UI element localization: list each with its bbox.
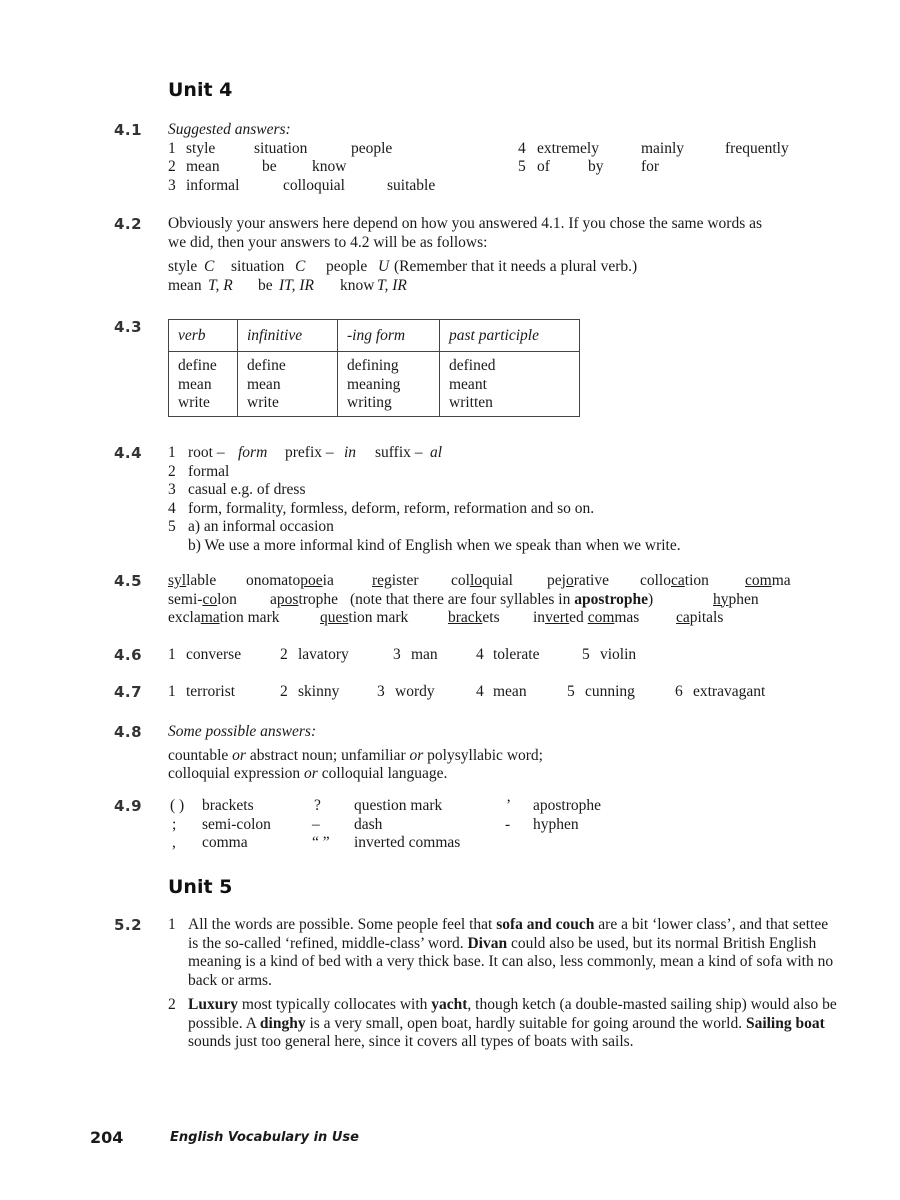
cell-text: define: [178, 357, 217, 374]
section-4-4: [168, 444, 838, 555]
answer-row: [168, 646, 838, 665]
list-item: [168, 916, 838, 990]
cell-text: write: [247, 394, 279, 411]
answer-word: style: [186, 139, 216, 157]
answer-word: situation: [254, 139, 308, 157]
note-bold: apostrophe: [574, 590, 649, 608]
word-rest: lable: [186, 572, 217, 589]
answer-word: by: [588, 158, 604, 175]
word-part: tion mark: [219, 609, 280, 626]
punctuation-symbol: ?: [314, 797, 321, 814]
word-rest: ma: [771, 572, 791, 589]
unit-4-title: Unit 4: [168, 79, 233, 101]
section-number-4-2: 4.2: [114, 215, 143, 233]
paragraph: [188, 996, 838, 1052]
paragraph-line: we did, then your answers to 4.2 will be as follows:: [168, 233, 488, 251]
or-word: or: [409, 746, 424, 764]
answer-row: [168, 140, 838, 159]
item-number: 3: [393, 646, 401, 663]
word-part: pe: [547, 572, 562, 589]
item-number: 2: [280, 646, 288, 663]
stressed-syllable: ma: [200, 609, 220, 626]
table-cell: [169, 352, 238, 417]
item-number: 4: [476, 646, 484, 663]
stress-word: [168, 572, 216, 591]
word-part: excla: [168, 609, 201, 626]
item-number: 4: [168, 499, 176, 517]
word-part: ed: [569, 609, 584, 626]
list-item: [168, 444, 838, 463]
word-part: lon: [217, 590, 237, 608]
answer-word: know: [312, 158, 347, 175]
answer-word: mainly: [641, 139, 685, 157]
answer-word: skinny: [298, 683, 340, 700]
cell-text: writing: [347, 394, 392, 411]
punctuation-row: [168, 834, 838, 853]
stressed-syllable: ca: [676, 609, 690, 626]
stressed-syllable: co: [202, 590, 218, 608]
table-cell: [440, 352, 580, 417]
answer-line: [168, 277, 838, 296]
answer-text: formal: [188, 462, 230, 480]
stress-word: [448, 609, 500, 628]
bold-term: Luxury: [188, 996, 238, 1013]
punctuation-symbol: ,: [172, 834, 176, 851]
word-rest: ets: [482, 609, 500, 626]
text-part: All the words are possible. Some people feel that: [188, 916, 493, 933]
verb-forms-table: [168, 319, 580, 417]
punctuation-symbol: ( ): [170, 797, 185, 814]
stress-word: [713, 591, 759, 610]
stressed-syllable: lo: [469, 572, 482, 589]
stressed-syllable: ca: [671, 572, 685, 589]
text-part: sounds just too general here, since it covers all types of boats with sails.: [188, 1033, 634, 1050]
answer-word: terrorist: [186, 683, 236, 700]
text-part: could also be used, but its normal British English meaning is a kind of bed with a very thick base. It can also, less commonly, mean a kind of sofa with no back or arms.: [188, 934, 834, 989]
word-part: a: [270, 590, 277, 608]
stressed-syllable: reg: [372, 572, 392, 589]
text-part: are a bit ‘lower class’, and that settee is the so-called ‘refined, middle-class’ word.: [188, 916, 829, 952]
answer-word: mean: [168, 276, 202, 294]
stress-word: [547, 572, 609, 591]
answer-row: [168, 683, 838, 702]
section-number-4-3: 4.3: [114, 318, 143, 336]
item-number: 5: [518, 158, 526, 175]
item-number: 3: [168, 481, 176, 498]
text-part: polysyllabic word;: [427, 746, 543, 764]
answer-text: b) We use a more informal kind of English when we speak than when we write.: [188, 536, 681, 554]
cell-text: defining: [347, 357, 399, 374]
answer-word: for: [641, 158, 660, 175]
answer-word: tolerate: [493, 646, 540, 663]
punctuation-symbol: ’: [506, 797, 512, 814]
word-part: ia: [322, 572, 334, 589]
section-number-5-2: 5.2: [114, 916, 143, 934]
stressed-syllable: brack: [448, 609, 483, 626]
section-4-1: [168, 121, 838, 195]
item-number: 1: [168, 646, 176, 663]
answer-text: [168, 765, 447, 784]
section-number-4-5: 4.5: [114, 572, 143, 590]
punctuation-row: [168, 797, 838, 816]
note: (Remember that it needs a plural verb.): [394, 258, 638, 275]
word-part: collo: [640, 572, 671, 589]
section-number-4-1: 4.1: [114, 121, 143, 139]
stressed-syllable: vert: [545, 609, 570, 626]
bold-term: couch: [555, 916, 595, 933]
answer-word: mean: [186, 158, 220, 175]
or-word: or: [304, 765, 318, 782]
item-number: 1: [168, 444, 176, 461]
item-number: 4: [476, 683, 484, 700]
punctuation-symbol: “ ”: [312, 834, 330, 851]
answer-word: lavatory: [298, 646, 349, 663]
stress-word: [168, 591, 237, 610]
item-number: 2: [168, 996, 176, 1013]
text-part: is a very small, open boat, hardly suitable for going around the world.: [309, 1014, 743, 1032]
punctuation-row: [168, 816, 838, 835]
list-item: [168, 996, 838, 1052]
stress-word: [246, 572, 334, 591]
section-4-7: [168, 683, 838, 702]
answer-word: in: [344, 444, 357, 461]
column-header: -ing form: [338, 320, 440, 352]
cell-text: define: [247, 357, 286, 374]
word-part: onomato: [246, 572, 301, 589]
note-text: ): [648, 590, 654, 608]
punctuation-name: hyphen: [533, 815, 579, 833]
answer-text: root –: [188, 444, 225, 461]
word-tag: U: [378, 258, 390, 275]
stress-word: [320, 609, 408, 628]
word-part: trophe: [298, 590, 339, 608]
word-part: rative: [573, 572, 609, 589]
stressed-syllable: ques: [320, 609, 349, 626]
bold-term: Sailing boat: [745, 1014, 825, 1032]
stressed-syllable: com: [587, 609, 615, 626]
stressed-syllable: syl: [168, 572, 187, 589]
stressed-syllable: pos: [276, 590, 299, 608]
item-number: 5: [582, 646, 590, 663]
item-number: 1: [168, 683, 176, 700]
cell-text: meant: [449, 375, 487, 393]
answer-text: [168, 747, 543, 766]
stress-word: [640, 572, 709, 591]
answer-line: [168, 258, 838, 277]
answer-word: be: [258, 276, 273, 294]
or-word: or: [232, 746, 246, 764]
section-heading: Suggested answers:: [168, 121, 291, 138]
answer-word: be: [262, 158, 277, 175]
answer-word: people: [326, 258, 368, 275]
column-header: infinitive: [238, 320, 338, 352]
stressed-syllable: com: [745, 572, 772, 589]
bold-term: dinghy: [259, 1014, 306, 1032]
column-header: verb: [169, 320, 238, 352]
item-number: 2: [280, 683, 288, 700]
section-number-4-9: 4.9: [114, 797, 143, 815]
word-tag: C: [204, 258, 215, 275]
item-number: 1: [168, 139, 176, 157]
answer-row: [168, 177, 838, 196]
answer-text: form, formality, formless, deform, reform, reformation and so on.: [188, 499, 595, 517]
punctuation-name: inverted commas: [354, 834, 461, 851]
section-number-4-8: 4.8: [114, 723, 143, 741]
text-part: , though ketch (a double-masted sailing ship) would also be possible. A: [188, 996, 837, 1032]
text-part: most typically collocates with: [241, 996, 428, 1013]
stress-row: [168, 591, 838, 610]
punctuation-name: brackets: [202, 797, 254, 814]
answer-word: suitable: [387, 176, 436, 194]
list-item: [168, 481, 838, 500]
stressed-syllable: hy: [713, 590, 729, 608]
item-number: 4: [518, 139, 526, 157]
answer-word: know: [340, 276, 375, 294]
punctuation-name: dash: [354, 815, 383, 833]
text-part: colloquial language.: [321, 765, 448, 782]
answer-word: informal: [186, 176, 240, 194]
page-number: 204: [90, 1128, 124, 1147]
paragraph-line: Obviously your answers here depend on how you answered 4.1. If you chose the same words as: [168, 215, 763, 232]
section-number-4-7: 4.7: [114, 683, 143, 701]
cell-text: defined: [449, 357, 496, 374]
list-item: [168, 463, 838, 482]
table-body-row: [169, 352, 580, 417]
answer-text: suffix –: [375, 444, 423, 461]
section-number-4-6: 4.6: [114, 646, 143, 664]
list-subitem: [168, 537, 838, 556]
bold-term: yacht: [431, 996, 468, 1013]
paragraph: [188, 916, 838, 990]
cell-text: write: [178, 394, 210, 411]
unit-5-title: Unit 5: [168, 876, 233, 898]
word-part: quial: [482, 572, 513, 589]
item-number: 2: [168, 158, 176, 175]
bold-term: and: [526, 916, 552, 933]
word-tag: T, R: [208, 276, 233, 294]
word-rest: phen: [728, 590, 759, 608]
item-number: 5: [168, 518, 176, 535]
answer-word: extravagant: [693, 683, 766, 700]
cell-text: written: [449, 394, 493, 411]
answer-text: casual e.g. of dress: [188, 481, 306, 498]
punctuation-name: apostrophe: [533, 797, 602, 814]
word-part: in: [533, 609, 546, 626]
section-4-6: [168, 646, 838, 665]
text-part: colloquial expression: [168, 765, 301, 782]
answer-word: style: [168, 258, 198, 275]
answer-row: [168, 158, 838, 177]
word-part: tion: [684, 572, 709, 589]
stress-row: [168, 572, 838, 591]
punctuation-name: comma: [202, 834, 248, 851]
answer-text: prefix –: [285, 444, 334, 461]
answer-word: colloquial: [283, 176, 345, 194]
stress-word: [168, 609, 279, 628]
answer-word: frequently: [725, 139, 789, 157]
answer-word: form: [238, 444, 268, 461]
answer-word: converse: [186, 646, 242, 663]
stress-word: [451, 572, 513, 591]
answer-word: violin: [600, 646, 637, 663]
list-item: [168, 500, 838, 519]
item-number: 2: [168, 462, 176, 480]
stressed-syllable: poe: [300, 572, 323, 589]
punctuation-symbol: -: [505, 815, 511, 833]
item-number: 3: [377, 683, 385, 700]
note: [350, 591, 653, 610]
answer-word: wordy: [395, 683, 435, 700]
answer-word: mean: [493, 683, 527, 700]
punctuation-symbol: ;: [172, 815, 177, 833]
answer-line: [168, 747, 838, 766]
text-part: countable: [168, 746, 229, 764]
word-tag: C: [295, 258, 306, 275]
section-number-4-4: 4.4: [114, 444, 143, 462]
item-number: 1: [168, 916, 176, 933]
answer-word: al: [430, 444, 443, 461]
section-4-8: [168, 723, 838, 784]
answer-word: of: [537, 158, 550, 175]
punctuation-name: question mark: [354, 797, 443, 814]
section-4-9: [168, 797, 838, 853]
book-title: English Vocabulary in Use: [170, 1130, 359, 1145]
answer-word: extremely: [537, 139, 599, 157]
section-heading: Some possible answers:: [168, 723, 317, 740]
text-part: abstract noun; unfamiliar: [249, 746, 406, 764]
stress-word: [372, 572, 418, 591]
word-rest: ister: [391, 572, 419, 589]
table-cell: [238, 352, 338, 417]
cell-text: meaning: [347, 375, 401, 393]
item-number: 6: [675, 683, 683, 700]
cell-text: mean: [247, 375, 281, 393]
column-header: past participle: [440, 320, 580, 352]
stress-word: [270, 591, 338, 610]
bold-term: sofa: [496, 916, 523, 933]
table-cell: [338, 352, 440, 417]
word-tag: T, IR: [377, 276, 407, 294]
note-text: (note that there are four syllables in: [350, 590, 571, 608]
item-number: 3: [168, 176, 176, 194]
stressed-syllable: jo: [561, 572, 574, 589]
word-rest: tion mark: [348, 609, 409, 626]
word-tag: IT, IR: [279, 276, 315, 294]
stress-word: [533, 609, 639, 628]
answer-text: a) an informal occasion: [188, 518, 334, 535]
answer-line: [168, 765, 838, 784]
word-rest: mas: [614, 609, 640, 626]
section-5-2: [168, 916, 838, 1052]
cell-text: mean: [178, 375, 212, 393]
answer-word: situation: [231, 258, 285, 275]
stress-word: [745, 572, 791, 591]
list-item: [168, 518, 838, 537]
answer-word: cunning: [585, 683, 635, 700]
item-number: 5: [567, 683, 575, 700]
word-rest: pitals: [689, 609, 724, 626]
section-4-5: [168, 572, 838, 628]
stress-word: [676, 609, 723, 628]
bold-term: Divan: [467, 934, 508, 952]
answer-word: people: [351, 139, 393, 157]
table-header-row: [169, 320, 580, 352]
word-part: semi-: [168, 590, 203, 608]
section-4-2: [168, 215, 838, 295]
answer-word: man: [411, 646, 438, 663]
stress-row: [168, 609, 838, 628]
word-part: col: [451, 572, 470, 589]
punctuation-symbol: –: [312, 815, 320, 833]
punctuation-name: semi-colon: [202, 815, 271, 833]
